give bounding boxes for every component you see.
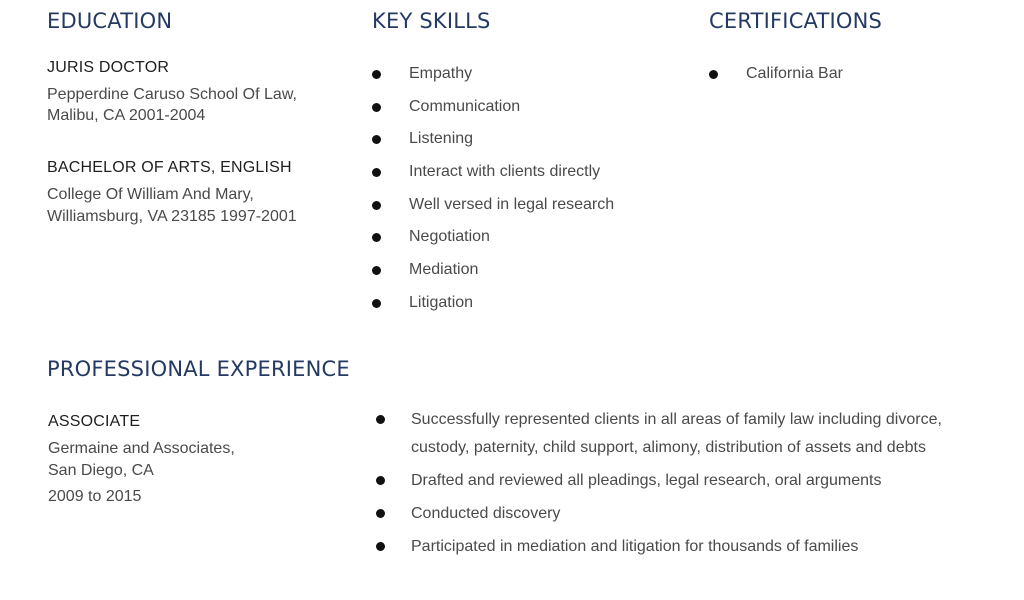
key-skills-list	[372, 63, 614, 325]
degree-title: BACHELOR OF ARTS, ENGLISH	[47, 159, 292, 176]
list-item	[372, 292, 614, 325]
list-item	[372, 161, 614, 194]
company-name: Germaine and Associates,	[48, 440, 235, 457]
job-location: San Diego, CA	[48, 462, 154, 479]
key-skills-heading: KEY SKILLS	[372, 9, 491, 33]
skill-label: Mediation	[409, 261, 479, 279]
job-title: ASSOCIATE	[48, 413, 141, 430]
professional-experience-heading: PROFESSIONAL EXPERIENCE	[47, 357, 350, 381]
education-heading: EDUCATION	[47, 9, 173, 33]
bullet-icon	[372, 168, 381, 177]
bullet-icon	[372, 266, 381, 275]
skill-label: Negotiation	[409, 228, 490, 246]
list-item	[372, 128, 614, 161]
bullet-icon	[376, 415, 385, 424]
skill-label: Well versed in legal research	[409, 195, 615, 213]
bullet-icon	[372, 103, 381, 112]
experience-bullets	[376, 406, 996, 566]
skill-label: Interact with clients directly	[409, 163, 601, 181]
experience-bullet-text: Conducted discovery	[411, 505, 561, 522]
skill-label: Empathy	[409, 65, 473, 82]
bullet-icon	[376, 476, 385, 485]
list-item	[372, 226, 614, 259]
list-item	[372, 194, 614, 227]
certifications-list	[709, 63, 843, 95]
school-name: College Of William And Mary,	[47, 186, 254, 203]
school-name: Pepperdine Caruso School Of Law,	[47, 86, 297, 103]
experience-bullet-text: Successfully represented clients in all areas of family law including divorce,	[411, 411, 942, 428]
certifications-heading: CERTIFICATIONS	[709, 9, 883, 33]
bullet-icon	[372, 70, 381, 79]
bullet-icon	[376, 542, 385, 551]
list-item	[372, 259, 614, 292]
list-item	[709, 63, 843, 95]
school-location-dates: Malibu, CA 2001-2004	[47, 107, 206, 124]
skill-label: Litigation	[409, 293, 474, 311]
bullet-icon	[709, 70, 718, 79]
experience-bullet-text: Participated in mediation and litigation for thousands of families	[411, 538, 859, 555]
bullet-icon	[372, 135, 381, 144]
list-item	[372, 63, 614, 96]
list-item	[376, 406, 996, 462]
bullet-icon	[372, 299, 381, 308]
experience-bullet-text: custody, paternity, child support, alimony, distribution of assets and debts	[411, 439, 926, 456]
list-item	[376, 500, 996, 528]
school-location-dates: Williamsburg, VA 23185 1997-2001	[47, 208, 297, 225]
bullet-icon	[372, 233, 381, 242]
skill-label: Listening	[409, 130, 474, 148]
certification-label: California Bar	[746, 65, 843, 82]
bullet-icon	[372, 201, 381, 210]
experience-bullet-text: Drafted and reviewed all pleadings, legal research, oral arguments	[411, 472, 882, 489]
list-item	[376, 467, 996, 495]
skill-label: Communication	[409, 97, 521, 115]
job-dates: 2009 to 2015	[48, 488, 142, 505]
list-item	[376, 533, 996, 561]
list-item	[372, 96, 614, 129]
bullet-icon	[376, 509, 385, 518]
degree-title: JURIS DOCTOR	[47, 59, 170, 76]
